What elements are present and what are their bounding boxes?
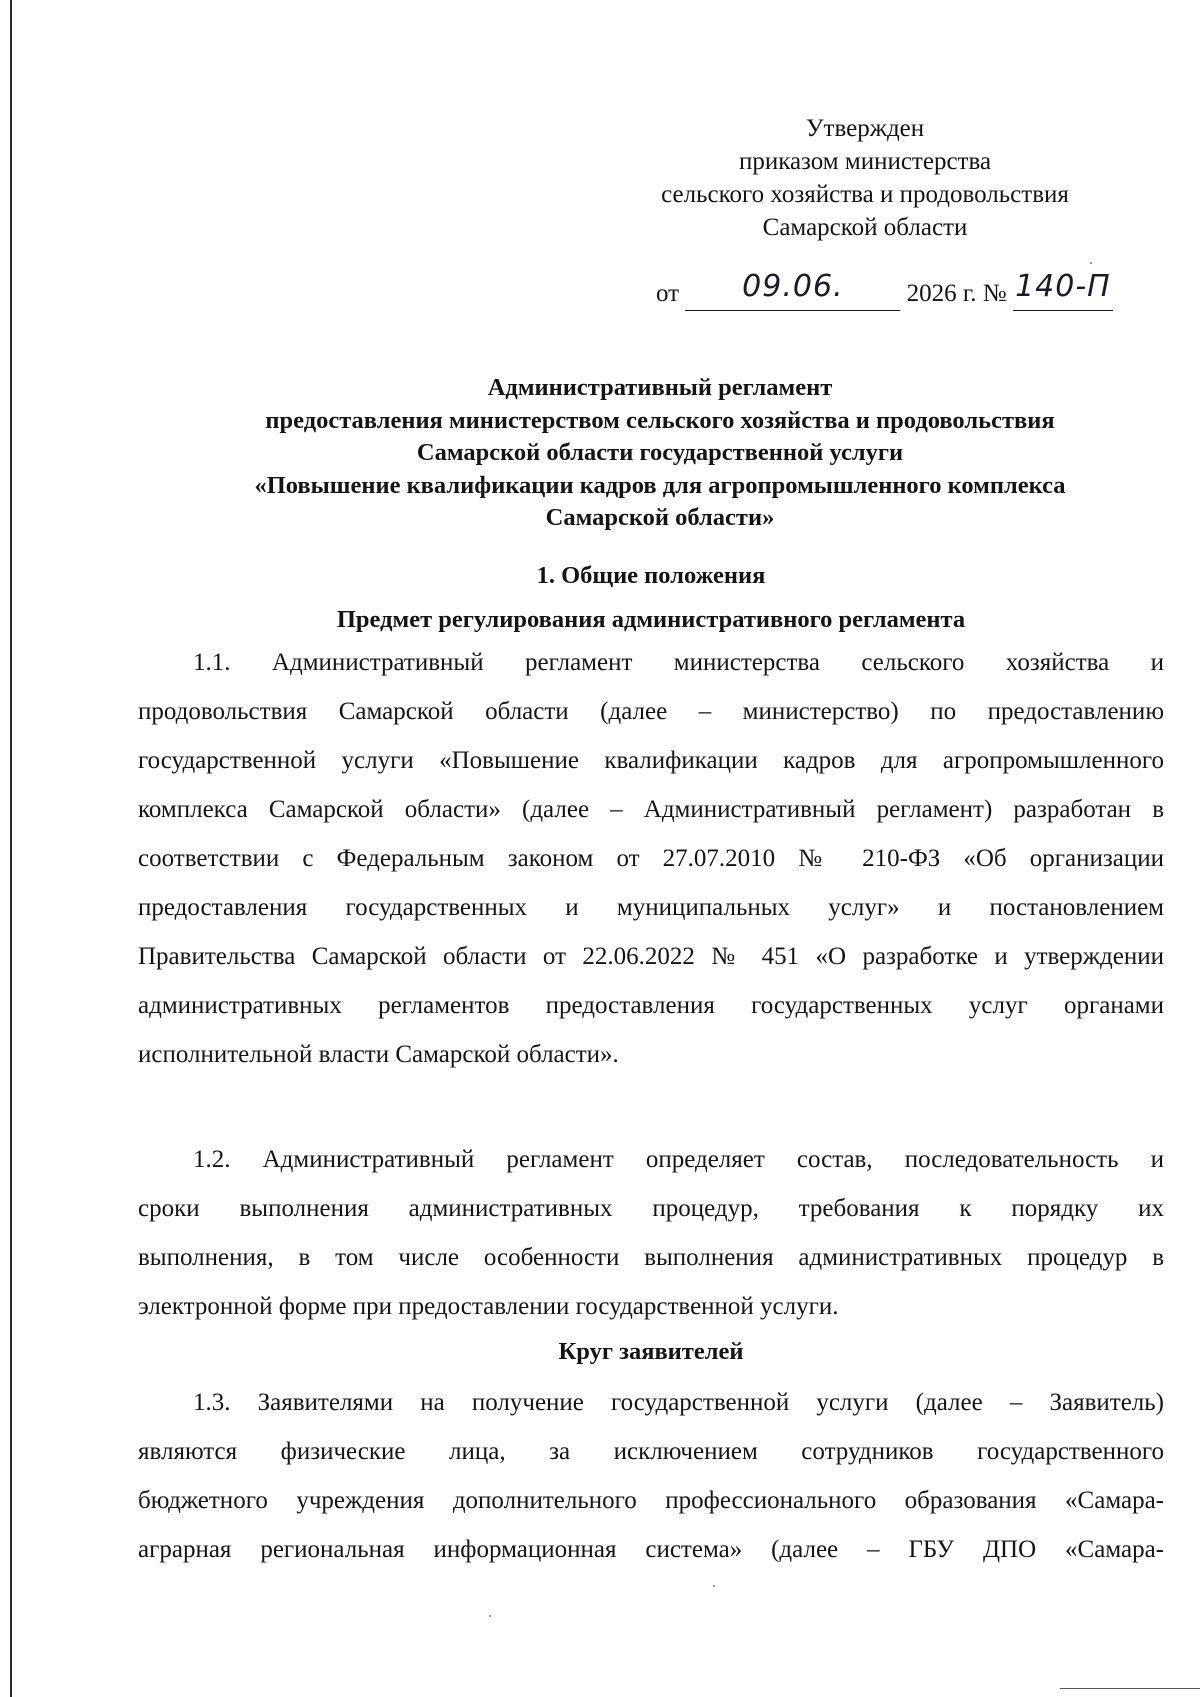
approval-line: Утвержден xyxy=(805,115,925,142)
paragraph-line: аграрная региональная информационная система» (далее – ГБУ ДПО «Самара- xyxy=(138,1536,1164,1563)
scan-footer-rule xyxy=(1060,1688,1200,1689)
title-line: Самарской области государственной услуги xyxy=(416,439,904,466)
scan-speck xyxy=(489,1615,491,1617)
paragraph-line: административных регламентов предоставления государственных услуг органами xyxy=(138,992,1164,1019)
scan-speck xyxy=(713,1585,715,1587)
paragraph-line: предоставления государственных и муниципальных услуг» и постановлением xyxy=(138,894,1164,921)
paragraph-line: являются физические лица, за исключением сотрудников государственного xyxy=(138,1438,1164,1465)
approval-line: приказом министерства xyxy=(738,148,992,175)
handwritten-date: 09.06. xyxy=(742,269,844,304)
paragraph-line: 1.3. Заявителями на получение государственной услуги (далее – Заявитель) xyxy=(193,1389,1164,1416)
paragraph-line: соответствии с Федеральным законом от 27.07.2010 № 210-ФЗ «Об организации xyxy=(138,845,1164,872)
date-prefix: от xyxy=(656,280,680,307)
document-title xyxy=(130,372,1190,535)
applicants-subheading: Круг заявителей xyxy=(558,1338,744,1365)
paragraph-1-3 xyxy=(138,1378,1164,1574)
paragraph-1-2 xyxy=(138,1135,1164,1331)
paragraph-line: сроки выполнения административных процедур, требования к порядку их xyxy=(138,1195,1164,1222)
title-line: «Повышение квалификации кадров для агропромышленного комплекса xyxy=(254,471,1066,499)
handwritten-order-number: 140-П xyxy=(1015,269,1111,304)
paragraph-line: электронной форме при предоставлении государственной услуги. xyxy=(138,1293,839,1320)
paragraph-line: 1.1. Административный регламент министерства сельского хозяйства и xyxy=(193,649,1164,676)
paragraph-line: Правительства Самарской области от 22.06.2022 № 451 «О разработке и утверждении xyxy=(138,943,1164,970)
title-line: предоставления министерством сельского хозяйства и продовольствия xyxy=(265,406,1055,434)
approval-stamp-block xyxy=(630,112,1100,244)
paragraph-line: государственной услуги «Повышение квалификации кадров для агропромышленного xyxy=(138,747,1164,774)
paragraph-line: бюджетного учреждения дополнительного профессионального образования «Самара- xyxy=(138,1487,1164,1514)
order-date-row xyxy=(656,269,1113,311)
section-heading: 1. Общие положения xyxy=(536,562,766,589)
paragraph-line: комплекса Самарской области» (далее – Административный регламент) разработан в xyxy=(138,796,1164,823)
approval-line: сельского хозяйства и продовольствия xyxy=(661,181,1069,208)
title-line: Административный регламент xyxy=(487,374,833,401)
paragraph-line: выполнения, в том числе особенности выполнения административных процедур в xyxy=(138,1244,1164,1271)
year-number-label: 2026 г. № xyxy=(906,280,1007,307)
approval-line: Самарской области xyxy=(762,214,968,241)
paragraph-line: 1.2. Административный регламент определяет состав, последовательность и xyxy=(193,1146,1164,1173)
subject-subheading: Предмет регулирования административного регламента xyxy=(336,606,966,633)
paragraph-line: продовольствия Самарской области (далее – министерство) по предоставлению xyxy=(138,698,1164,725)
paragraph-1-1 xyxy=(138,638,1164,1079)
date-fill-line xyxy=(685,269,900,311)
number-fill-line xyxy=(1013,269,1113,311)
scan-speck xyxy=(1090,262,1092,264)
scan-left-edge xyxy=(10,0,12,1697)
paragraph-line: исполнительной власти Самарской области». xyxy=(138,1041,619,1068)
title-line: Самарской области» xyxy=(545,504,775,531)
